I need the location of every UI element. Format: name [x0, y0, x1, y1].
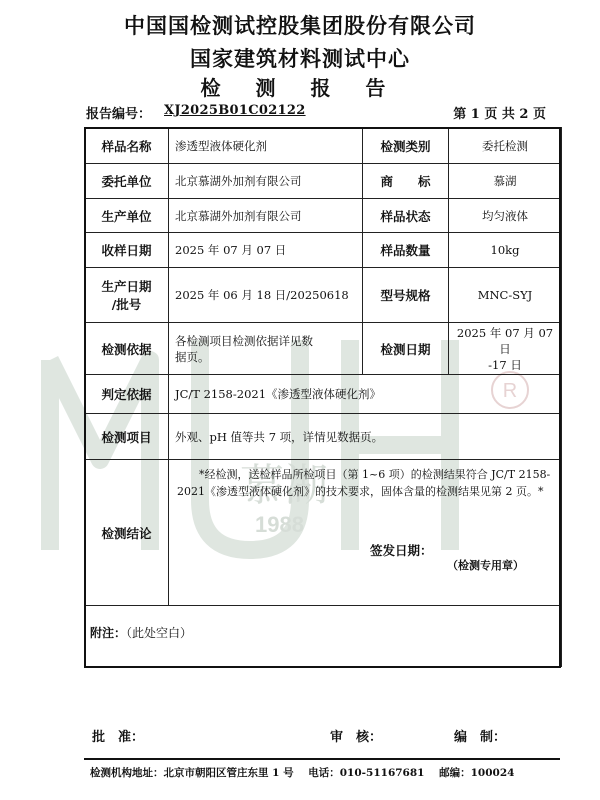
sample-qty-value: 10kg — [449, 233, 562, 268]
client-value: 北京慕湖外加剂有限公司 — [169, 164, 363, 199]
conclusion-label: 检测结论 — [85, 460, 169, 606]
review-label: 审 核： — [330, 730, 383, 745]
footer — [90, 765, 514, 780]
basis-value: 各检测项目检测依据详见数据页。 — [169, 323, 363, 375]
prod-date-label-line1: 生产日期 — [101, 279, 152, 294]
client-label: 委托单位 — [85, 164, 169, 199]
footer-address: 检测机构地址：北京市朝阳区管庄东里 1 号 — [90, 767, 294, 779]
test-date-line1: 2025 年 07 月 07 日 — [456, 325, 554, 356]
approve-label: 批 准： — [92, 730, 145, 745]
note-label: 附注： — [90, 626, 127, 640]
producer-label: 生产单位 — [85, 199, 169, 233]
footer-phone: 电话：010-51167681 — [308, 767, 425, 779]
table-row — [85, 164, 562, 199]
conclusion-text: *经检测，送检样品所检项目（第 1~6 项）的检测结果符合 JC/T 2158-2021《渗透型液体硬化剂》的技术要求，固体含量的检测结果见第 2 页。* — [177, 468, 551, 498]
registered-mark: R — [502, 380, 518, 402]
table-row — [85, 233, 562, 268]
items-value: 外观、pH 值等共 7 项，详情见数据页。 — [169, 414, 562, 460]
table-row — [85, 323, 562, 375]
report-title: 检 测 报 告 — [200, 76, 400, 100]
prod-date-label — [85, 268, 169, 323]
sample-qty-label: 样品数量 — [363, 233, 449, 268]
sign-date-label: 签发日期： — [370, 543, 433, 558]
test-category-label: 检测类别 — [363, 128, 449, 164]
table-row — [85, 414, 562, 460]
note-value: （此处空白） — [126, 626, 193, 640]
judge-value: JC/T 2158-2021《渗透型液体硬化剂》 — [169, 375, 562, 414]
footer-postcode: 邮编：100024 — [439, 767, 515, 779]
basis-label: 检测依据 — [85, 323, 169, 375]
sample-name-value: 渗透型液体硬化剂 — [169, 128, 363, 164]
sample-name-label: 样品名称 — [85, 128, 169, 164]
receive-date-value: 2025 年 07 月 07 日 — [169, 233, 363, 268]
table-row — [85, 199, 562, 233]
report-table — [84, 127, 562, 667]
model-label: 型号规格 — [363, 268, 449, 323]
page-info: 第 1 页 共 2 页 — [453, 107, 546, 122]
watermark-year: 1988 — [255, 512, 304, 537]
watermark-brand-cn: 慕湖 — [240, 460, 328, 511]
receive-date-label: 收样日期 — [85, 233, 169, 268]
judge-label: 判定依据 — [85, 375, 169, 414]
producer-value: 北京慕湖外加剂有限公司 — [169, 199, 363, 233]
test-date-label: 检测日期 — [363, 323, 449, 375]
footer-divider — [84, 758, 560, 760]
prod-date-label-line2: /批号 — [111, 297, 142, 312]
note — [90, 624, 192, 641]
table-row — [85, 460, 562, 606]
test-date-value — [449, 323, 562, 375]
prod-date-value: 2025 年 06 月 18 日/20250618 — [169, 268, 363, 323]
report-no-label: 报告编号： — [86, 107, 152, 122]
trademark-value: 慕湖 — [449, 164, 562, 199]
test-category-value: 委托检测 — [449, 128, 562, 164]
table-row — [85, 375, 562, 414]
center-name: 国家建筑材料测试中心 — [190, 46, 410, 71]
model-value: MNC-SYJ — [449, 268, 562, 323]
trademark-label: 商 标 — [363, 164, 449, 199]
items-label: 检测项目 — [85, 414, 169, 460]
company-name: 中国国检测试控股集团股份有限公司 — [124, 13, 476, 38]
stamp-label: （检测专用章） — [447, 559, 524, 572]
table-row — [85, 128, 562, 164]
test-date-line2: -17 日 — [488, 357, 522, 372]
sample-state-label: 样品状态 — [363, 199, 449, 233]
report-no-value: XJ2025B01C02122 — [164, 103, 306, 118]
table-row — [85, 268, 562, 323]
compile-label: 编 制： — [454, 730, 507, 745]
conclusion-cell — [169, 460, 562, 606]
sample-state-value: 均匀液体 — [449, 199, 562, 233]
